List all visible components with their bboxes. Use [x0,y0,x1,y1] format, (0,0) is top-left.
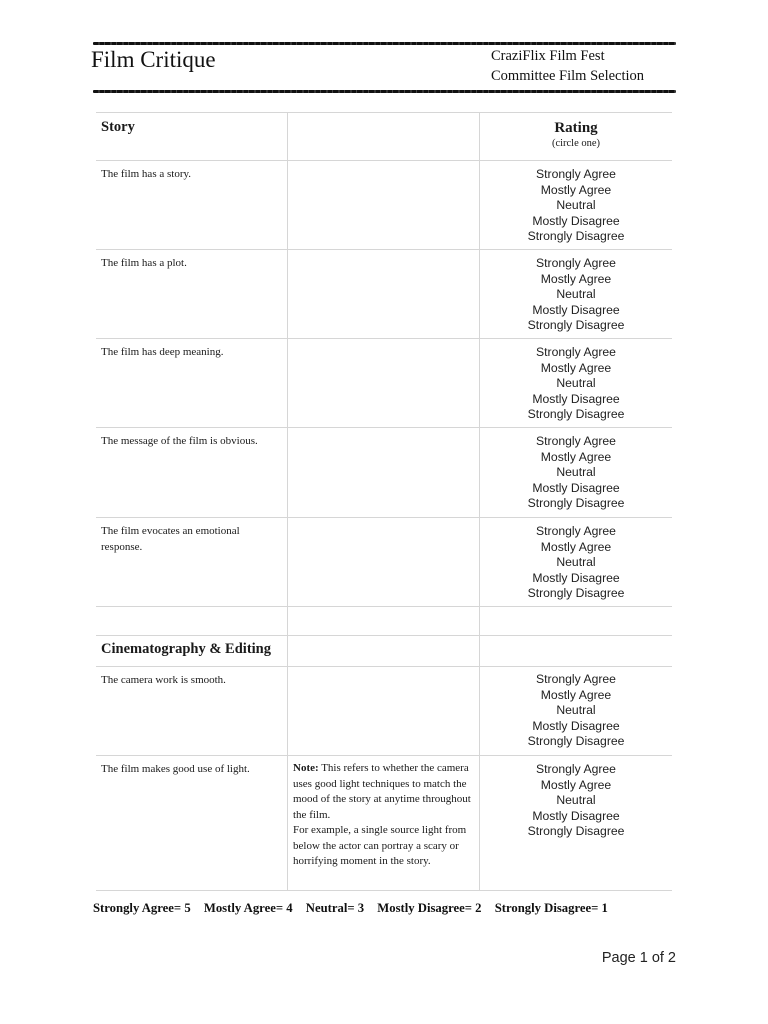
rating-option-mostly-disagree[interactable]: Mostly Disagree [532,213,620,228]
rating-option-strongly-disagree[interactable]: Strongly Disagree [527,407,625,422]
rating-option-mostly-agree[interactable]: Mostly Agree [540,271,612,286]
criterion-text: The message of the film is obvious. [101,435,258,447]
rating-option-strongly-agree[interactable]: Strongly Agree [536,256,616,270]
rating-title: Rating [554,120,598,136]
rating-option-strongly-agree[interactable]: Strongly Agree [536,345,616,359]
notes-column-header [287,113,479,160]
criterion-text: The film has deep meaning. [101,346,224,358]
rating-option-strongly-disagree[interactable]: Strongly Disagree [527,734,625,749]
rating-option-mostly-disagree[interactable]: Mostly Disagree [532,808,620,823]
criterion-text: The film makes good use of light. [101,763,250,775]
empty-cell [287,607,479,635]
notes-cell [287,518,479,606]
table-row [96,161,672,250]
notes-cell [287,667,479,755]
rating-option-strongly-disagree[interactable]: Strongly Disagree [527,318,625,333]
table-row [96,518,672,607]
empty-cell [287,636,479,666]
rating-option-strongly-agree[interactable]: Strongly Agree [536,762,616,776]
rating-option-strongly-agree[interactable]: Strongly Agree [536,434,616,448]
section-heading-cinematography: Cinematography & Editing [101,641,271,657]
note-text: This refers to whether the camera uses good light techniques to match the mood of the story at anytime throughout the film. [293,762,471,821]
page-number: Page 1 of 2 [601,950,676,966]
rating-option-neutral[interactable]: Neutral [556,287,596,302]
rating-option-neutral[interactable]: Neutral [556,793,596,808]
notes-cell [287,250,479,338]
table-header-row [96,112,672,161]
rating-option-mostly-disagree[interactable]: Mostly Disagree [532,480,620,495]
rating-option-mostly-agree[interactable]: Mostly Agree [540,360,612,375]
criterion-text: The film evocates an emotional response. [101,525,240,553]
section-header-row [96,636,672,667]
note-label: Note: [293,762,319,774]
critique-table [96,112,672,891]
rating-scale-legend [93,901,618,916]
legend-item: Mostly Agree= 4 [203,901,293,915]
empty-cell [96,607,287,635]
rating-options [479,161,672,249]
header-bottom-rule [93,90,676,93]
rating-options [479,756,672,890]
rating-option-mostly-disagree[interactable]: Mostly Disagree [532,391,620,406]
legend-item: Strongly Agree= 5 [93,901,191,915]
criterion-text: The film has a story. [101,168,192,180]
rating-options [479,518,672,606]
note-example: For example, a single source light from below the actor can portray a scary or horrifying moment in the story. [293,824,467,867]
rating-option-neutral[interactable]: Neutral [556,555,596,570]
spacer-row [96,607,672,636]
rating-option-strongly-agree[interactable]: Strongly Agree [536,524,616,538]
rating-option-strongly-agree[interactable]: Strongly Agree [536,672,616,686]
rating-option-mostly-disagree[interactable]: Mostly Disagree [532,718,620,733]
rating-option-strongly-disagree[interactable]: Strongly Disagree [527,229,625,244]
rating-option-mostly-agree[interactable]: Mostly Agree [540,539,612,554]
rating-option-mostly-agree[interactable]: Mostly Agree [540,777,612,792]
rating-options [479,250,672,338]
notes-cell [287,339,479,427]
table-row [96,250,672,339]
event-subtitle: Committee Film Selection [491,67,645,84]
rating-column-header [479,113,672,160]
table-row [96,667,672,756]
document-title: Film Critique [91,47,216,72]
rating-option-mostly-agree[interactable]: Mostly Agree [540,687,612,702]
empty-cell [479,636,672,666]
rating-option-neutral[interactable]: Neutral [556,465,596,480]
rating-options [479,428,672,517]
rating-option-strongly-agree[interactable]: Strongly Agree [536,167,616,181]
legend-item: Mostly Disagree= 2 [377,901,482,915]
rating-options [479,667,672,755]
table-row [96,428,672,518]
table-row [96,756,672,891]
rating-option-mostly-agree[interactable]: Mostly Agree [540,182,612,197]
table-row [96,339,672,428]
rating-option-neutral[interactable]: Neutral [556,198,596,213]
header-top-rule [93,42,676,45]
rating-option-neutral[interactable]: Neutral [556,376,596,391]
rating-option-strongly-disagree[interactable]: Strongly Disagree [527,586,625,601]
rating-option-mostly-agree[interactable]: Mostly Agree [540,449,612,464]
rating-option-mostly-disagree[interactable]: Mostly Disagree [532,570,620,585]
empty-cell [479,607,672,635]
criterion-text: The camera work is smooth. [101,674,226,686]
legend-item: Strongly Disagree= 1 [494,901,608,915]
event-info [491,47,644,86]
rating-option-mostly-disagree[interactable]: Mostly Disagree [532,302,620,317]
rating-option-strongly-disagree[interactable]: Strongly Disagree [527,824,625,839]
notes-cell [287,428,479,517]
criterion-text: The film has a plot. [101,257,187,269]
rating-option-strongly-disagree[interactable]: Strongly Disagree [527,496,625,511]
rating-options [479,339,672,427]
legend-item: Neutral= 3 [305,901,365,915]
rating-subtitle: (circle one) [551,138,601,149]
notes-cell [287,161,479,249]
section-heading-story: Story [101,119,135,135]
note-cell [287,756,479,890]
event-name: CraziFlix Film Fest [491,48,605,64]
rating-option-neutral[interactable]: Neutral [556,703,596,718]
